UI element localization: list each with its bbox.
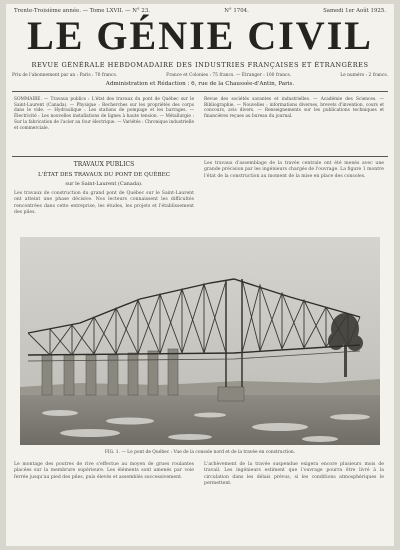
section-heading: TRAVAUX PUBLICS xyxy=(73,161,135,168)
article-subtitle: sur le Saint-Laurent (Canada). xyxy=(65,181,143,187)
article-bottom-left: Le montage des poutres de rive s'effectue au moyen de grues roulantes placées sur la membrure supérieure. Les éléments sont amenés par voie ferrée jusqu'au pied des piles, puis élevés et assemblés successivement. xyxy=(14,462,194,480)
article-bottom-right: L'achèvement de la travée suspendue exigera encore plusieurs mois de travail. Les ingénieurs estiment que l'ouvrage pourra être livré à la circulation dans les délais prévus, si les conditions atmosphériques le permettent. xyxy=(204,462,384,487)
article-paragraph-left: Les travaux de construction du grand pont de Québec sur le Saint-Laurent ont atteint une phase décisive. Nos lecteurs connaissent les difficultés rencontrées dans cette entreprise, les études, les projets et l'établissement des piles. xyxy=(14,191,194,216)
issue-date: Samedi 1er Août 1925. xyxy=(323,8,386,14)
figure-caption: FIG. 1. — Le pont de Québec : Vue de la console nord et de la travée en construction. xyxy=(104,450,296,455)
single-issue-price: Le numéro : 2 francs. xyxy=(340,73,388,78)
subscription-price: Prix de l'abonnement par an : Paris : 70 francs. xyxy=(12,73,118,78)
article-title: L'ÉTAT DES TRAVAUX DU PONT DE QUÉBEC xyxy=(38,172,170,178)
newspaper-page xyxy=(6,4,394,546)
header-rule xyxy=(12,91,388,92)
bridge-figure xyxy=(20,237,380,445)
summary-right: Revue des sociétés savantes et industrielles. — Académie des Sciences. — Bibliographie. — Nouvelles : informations diverses, brevets d'invention, cours et concours, avis divers. — Renseignements sur les publications techniques et financières reçues au bureau du journal. xyxy=(204,97,384,120)
subscription-line xyxy=(12,73,388,78)
subscription-regions: France et Colonies : 75 francs. — Étranger : 100 francs. xyxy=(166,73,292,78)
issue-number: N° 1704. xyxy=(224,8,249,14)
bridge-illustration xyxy=(20,237,380,445)
administration-address: Administration et Rédaction : 6, rue de la Chaussée-d'Antin, Paris. xyxy=(105,81,295,87)
summary-rule xyxy=(12,156,388,157)
summary-left: SOMMAIRE. — Travaux publics : L'état des travaux du pont de Québec sur le Saint-Laurent (Canada). — Physique : Recherches sur les propriétés des corps dans le vide. — Hydraulique : Les stations de pompage et les barrages. — Électricité : Les nouvelles installations de lignes à haute tension. — Métallurgie : Sur la fabrication de l'acier au four électrique. — Variétés : Chronique industrielle et commerciale. xyxy=(14,97,194,131)
article-paragraph-right: Les travaux d'assemblage de la travée centrale ont été menés avec une grande précision par les ingénieurs chargés de l'ouvrage. La figure 1 montre l'état de la construction au moment de la mise en place des consoles. xyxy=(204,161,384,179)
masthead-title: LE GÉNIE CIVIL xyxy=(27,13,373,58)
volume-info: Trente-Troisième année. — Tome LXVII. — N° 23. xyxy=(14,8,150,14)
masthead-subtitle: REVUE GÉNÉRALE HEBDOMADAIRE DES INDUSTRIES FRANÇAISES ET ÉTRANGÈRES xyxy=(31,61,369,69)
